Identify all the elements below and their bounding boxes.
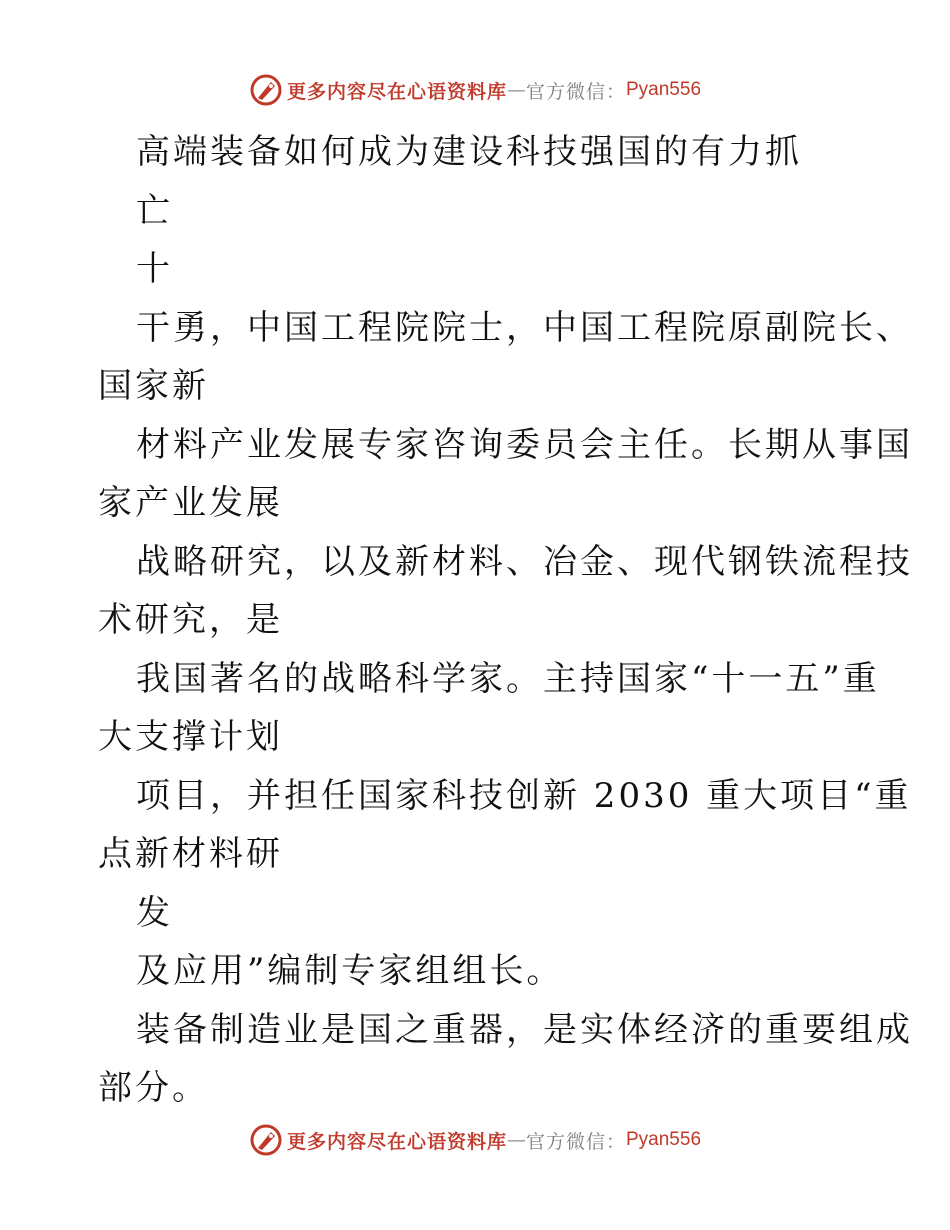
banner-brand-text: 更多内容尽在心语资料库 — [286, 1130, 507, 1153]
body-line: 大支撑计划 — [98, 717, 283, 757]
body-line: 及应用”编制专家组组长。 — [136, 951, 564, 991]
body-line: 亡 — [136, 190, 173, 231]
header-watermark-banner — [0, 70, 950, 110]
body-line: 十 — [136, 249, 173, 289]
banner-wechat-label: 官方微信： — [525, 80, 626, 103]
body-line: 点新材料研 — [98, 834, 283, 874]
banner-wechat-label: 官方微信： — [525, 1130, 626, 1153]
body-line: 国家新 — [98, 366, 209, 406]
pen-nib-logo-icon — [249, 73, 283, 107]
banner-separator: — — [506, 79, 526, 101]
body-line: 家产业发展 — [98, 483, 283, 523]
pen-nib-logo-icon — [249, 1123, 283, 1157]
body-line: 高端装备如何成为建设科技强国的有力抓 — [136, 132, 802, 172]
banner-separator: — — [506, 1129, 526, 1151]
body-line: 干勇，中国工程院院士，中国工程院原副院长、 — [136, 307, 913, 348]
body-line: 发 — [136, 892, 173, 933]
body-line: 材料产业发展专家咨询委员会主任。长期从事国 — [136, 424, 913, 465]
banner-wechat-account: Pyan556 — [626, 79, 702, 100]
body-line: 部分。 — [98, 1068, 209, 1108]
banner-wechat-account: Pyan556 — [626, 1129, 702, 1150]
footer-watermark-banner — [0, 1120, 950, 1160]
body-line: 术研究，是 — [98, 600, 283, 640]
body-line: 项目，并担任国家科技创新 2030 重大项目“重 — [136, 775, 912, 816]
document-body — [98, 123, 913, 1118]
body-line: 我国著名的战略科学家。主持国家“十一五”重 — [136, 658, 880, 699]
banner-brand-text: 更多内容尽在心语资料库 — [286, 80, 507, 103]
body-line: 装备制造业是国之重器，是实体经济的重要组成 — [136, 1009, 913, 1050]
body-line: 战略研究，以及新材料、冶金、现代钢铁流程技 — [136, 541, 913, 582]
